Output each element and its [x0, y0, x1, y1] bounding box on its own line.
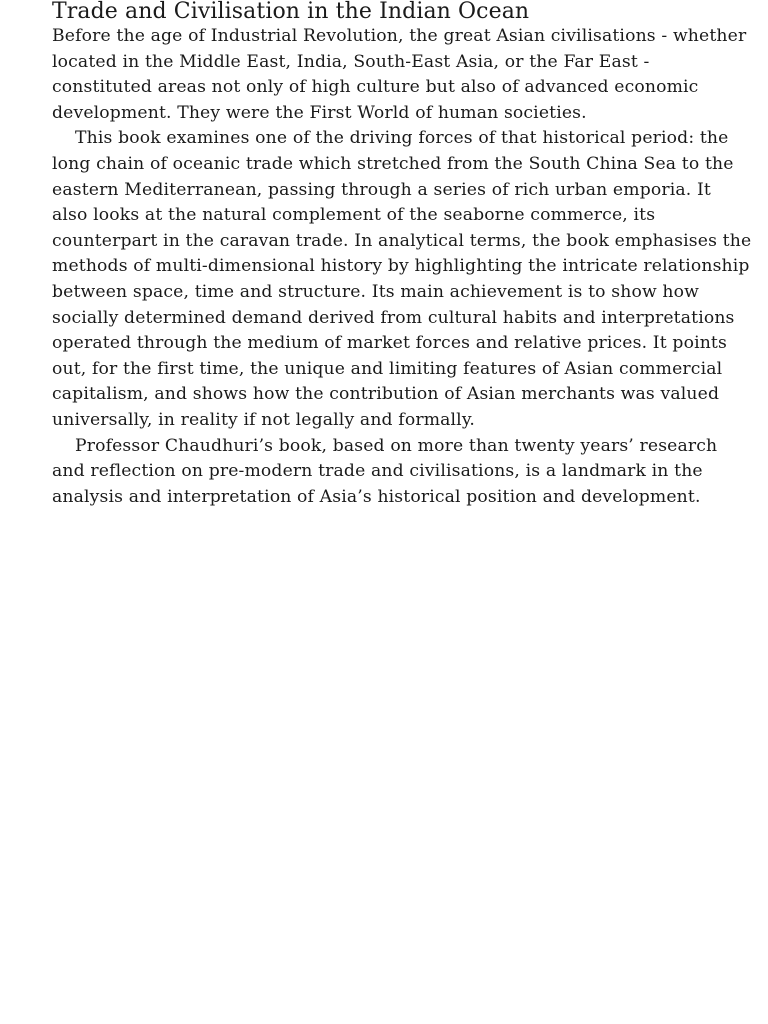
- paragraph-book-summary: This book examines one of the driving forces of that historical period: the long chain of oceanic trade which stretched from the South China Sea to the eastern Mediterranean, passing through a series of rich urban emporia. It also looks at the natural complement of the seaborne commerce, its counterpart in the caravan trade. In analytical terms, the book emphasises the methods of multi-dimensional history by highlighting the intricate relationship between space, time and structure. Its main achievement is to show how socially determined demand derived from cultural habits and interpretations operated through the medium of market forces and relative prices. It points out, for the first time, the unique and limiting features of Asian commercial capitalism, and shows how the contribution of Asian merchants was valued universally, in reality if not legally and formally.: [52, 128, 752, 430]
- paragraph-intro: Before the age of Industrial Revolution, the great Asian civilisations - whether located in the Middle East, India, South-East Asia, or the Far East - constituted areas not only of high culture but also of advanced economic development. They were the First World of human societies.: [52, 26, 747, 123]
- document-page: [52, 0, 752, 510]
- document-title: Trade and Civilisation in the Indian Ocean: [52, 0, 530, 24]
- paragraph-author-note: Professor Chaudhuri’s book, based on more than twenty years’ research and reflection on pre-modern trade and civilisations, is a landmark in the analysis and interpretation of Asia’s historical position and development.: [52, 435, 718, 507]
